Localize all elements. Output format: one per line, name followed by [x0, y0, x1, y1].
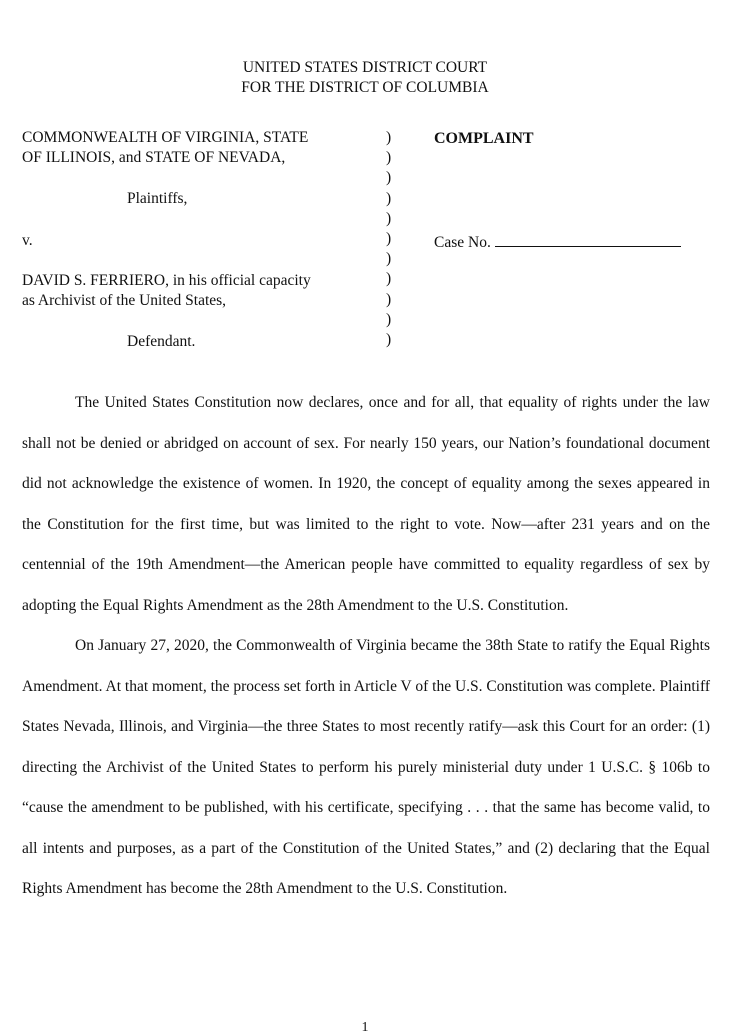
court-district: FOR THE DISTRICT OF COLUMBIA — [241, 79, 489, 96]
body-paragraph-2: On January 27, 2020, the Commonwealth of Virginia became the 38th State to ratify the Equal Rights Amendment. At that moment, the process set forth in Article V of the U.S. Constitution was complete. Plaintiff States Nevada, Illinois, and Virginia—the three States to most recently ratify—ask this Court for an order: (1) directing the Archivist of the United States to perform his purely ministerial duty under 1 U.S.C. § 106b to “cause the amendment to be published, with his certificate, specifying . . . that the same has become valid, to all intents and purposes, as a part of the Constitution of the United States,” and (2) declaring that the Equal Rights Amendment has become the 28th Amendment to the U.S. Constitution. — [22, 637, 710, 897]
caption-paren: ) — [386, 250, 392, 268]
caption-paren: ) — [386, 129, 392, 146]
case-number-label: Case No. — [434, 234, 491, 251]
plaintiffs-name-line2: OF ILLINOIS, and STATE OF NEVADA, — [22, 149, 286, 166]
defendant-role: Defendant. — [127, 333, 196, 350]
caption-paren: ) — [386, 169, 392, 187]
complaint-body — [22, 383, 710, 910]
plaintiffs-role: Plaintiffs, — [127, 190, 188, 207]
court-header — [0, 58, 730, 98]
court-name: UNITED STATES DISTRICT COURT — [242, 59, 488, 76]
plaintiffs-name-line1: COMMONWEALTH OF VIRGINIA, STATE — [22, 129, 309, 146]
case-caption — [22, 128, 722, 358]
caption-paren: ) — [386, 149, 392, 167]
defendant-name-line2: as Archivist of the United States, — [22, 292, 227, 309]
caption-paren: ) — [386, 310, 392, 328]
caption-paren: ) — [386, 270, 392, 288]
caption-paren: ) — [386, 230, 392, 248]
case-number-field — [434, 232, 681, 252]
document-title: COMPLAINT — [434, 130, 534, 147]
body-paragraph-1: The United States Constitution now declares, once and for all, that equality of rights under the law shall not be denied or abridged on account of sex. For nearly 150 years, our Nation’s foundational document did not acknowledge the existence of women. In 1920, the concept of equality among the sexes appeared in the Constitution for the first time, but was limited to the right to vote. Now—after 231 years and on the centennial of the 19th Amendment—the American people have committed to equality regardless of sex by adopting the Equal Rights Amendment as the 28th Amendment to the U.S. Constitution. — [22, 394, 710, 614]
case-number-blank-line — [495, 232, 681, 247]
defendant-name-line1: DAVID S. FERRIERO, in his official capacity — [22, 272, 311, 289]
caption-paren: ) — [386, 209, 392, 227]
caption-paren-column — [386, 128, 396, 350]
versus: v. — [22, 232, 33, 249]
page-number: 1 — [361, 1020, 369, 1035]
caption-paren: ) — [386, 189, 392, 207]
caption-paren: ) — [386, 290, 392, 308]
caption-paren: ) — [386, 331, 392, 349]
